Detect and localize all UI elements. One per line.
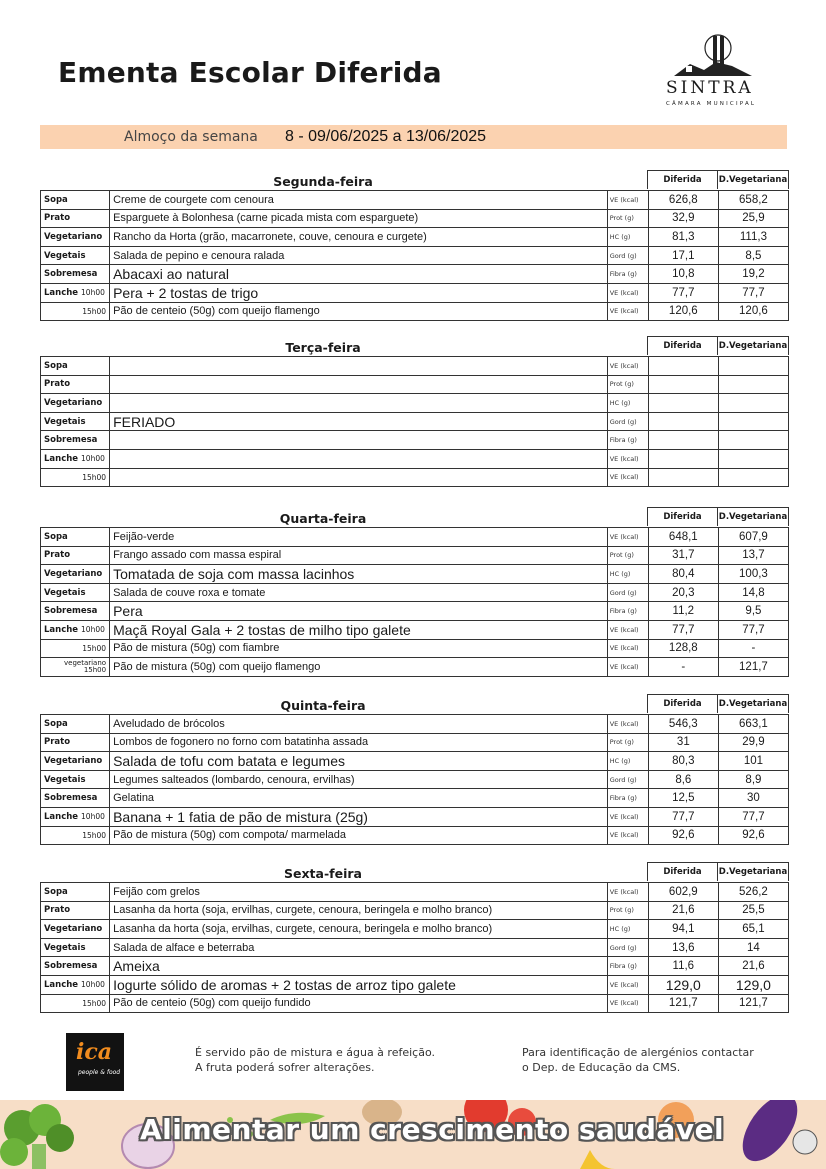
- value-vegetariana: 21,6: [718, 957, 788, 976]
- time-label: [41, 658, 110, 677]
- unit-cell: Gord (g): [607, 246, 648, 265]
- slogan: Alimentar um crescimento saudável: [140, 1113, 725, 1146]
- value-diferida: 626,8: [648, 191, 718, 210]
- value-vegetariana: 77,7: [718, 283, 788, 302]
- time-label: 15h00: [41, 468, 110, 487]
- unit-cell: VE (kcal): [607, 826, 648, 845]
- note-allergens: [522, 1046, 754, 1075]
- value-diferida: [648, 431, 718, 450]
- value-vegetariana: 30: [718, 789, 788, 808]
- col-header-diferida: Diferida: [647, 862, 718, 881]
- time-label: 10h00: [81, 624, 105, 634]
- category-label: Vegetariano: [41, 920, 110, 939]
- col-header-diferida: Diferida: [647, 336, 718, 355]
- value-diferida: 648,1: [648, 528, 718, 547]
- dish-cell: Esparguete à Bolonhesa (carne picada mista com esparguete): [110, 209, 608, 228]
- category-label: [41, 449, 110, 468]
- time-label: 10h00: [81, 811, 105, 821]
- dish-cell: Lombos de fogonero no forno com batatinha assada: [110, 733, 608, 752]
- dish-cell: Feijão com grelos: [110, 883, 608, 902]
- table-row: [41, 265, 789, 284]
- dish-cell: Pera + 2 tostas de trigo: [110, 283, 608, 302]
- dish-cell: Salada de pepino e cenoura ralada: [110, 246, 608, 265]
- value-diferida: [648, 375, 718, 394]
- dish-cell: Feijão-verde: [110, 528, 608, 547]
- dish-cell: Aveludado de brócolos: [110, 715, 608, 734]
- col-header-diferida: Diferida: [647, 170, 718, 189]
- value-diferida: 31,7: [648, 546, 718, 565]
- palace-icon: [660, 30, 760, 76]
- table-row: [41, 883, 789, 902]
- value-diferida: 94,1: [648, 920, 718, 939]
- unit-cell: Gord (g): [607, 938, 648, 957]
- category-label: Sobremesa: [41, 789, 110, 808]
- value-vegetariana: [718, 449, 788, 468]
- dish-cell: [110, 468, 608, 487]
- dish-cell: [110, 375, 608, 394]
- value-vegetariana: 658,2: [718, 191, 788, 210]
- value-diferida: [648, 468, 718, 487]
- category-label: Prato: [41, 375, 110, 394]
- category-text: Lanche: [44, 287, 79, 298]
- col-header-vegetariana: D.Vegetariana: [717, 170, 789, 189]
- unit-cell: VE (kcal): [607, 357, 648, 376]
- unit-cell: Prot (g): [607, 209, 648, 228]
- category-label: Vegetais: [41, 938, 110, 957]
- value-vegetariana: 607,9: [718, 528, 788, 547]
- value-vegetariana: [718, 357, 788, 376]
- value-diferida: [648, 412, 718, 431]
- value-vegetariana: 19,2: [718, 265, 788, 284]
- unit-cell: VE (kcal): [607, 449, 648, 468]
- pepper-icon: [580, 1150, 615, 1169]
- table-row: [41, 752, 789, 771]
- table-row: [41, 807, 789, 826]
- category-label: [41, 807, 110, 826]
- unit-cell: VE (kcal): [607, 994, 648, 1013]
- unit-cell: Prot (g): [607, 733, 648, 752]
- sintra-logo: [660, 30, 770, 110]
- category-label: Vegetariano: [41, 565, 110, 584]
- col-header-diferida: Diferida: [647, 694, 718, 713]
- unit-cell: VE (kcal): [607, 883, 648, 902]
- table-row: [41, 938, 789, 957]
- time-label: 15h00: [41, 826, 110, 845]
- value-vegetariana: 8,5: [718, 246, 788, 265]
- ica-brand: ica: [76, 1039, 113, 1065]
- value-diferida: 17,1: [648, 246, 718, 265]
- category-label: [41, 975, 110, 994]
- dish-cell: Banana + 1 fatia de pão de mistura (25g): [110, 807, 608, 826]
- table-row: [41, 431, 789, 450]
- category-text: Lanche: [44, 453, 79, 464]
- note-line: Para identificação de alergénios contactar: [522, 1046, 754, 1059]
- unit-cell: Fibra (g): [607, 789, 648, 808]
- table-row: [41, 412, 789, 431]
- value-diferida: 10,8: [648, 265, 718, 284]
- day-block-wednesday: [40, 507, 789, 677]
- category-label: Prato: [41, 901, 110, 920]
- table-row: [41, 394, 789, 413]
- dish-cell: Lasanha da horta (soja, ervilhas, curgete, cenoura, beringela e molho branco): [110, 901, 608, 920]
- table-row: [41, 826, 789, 845]
- value-diferida: [648, 394, 718, 413]
- value-vegetariana: 120,6: [718, 302, 788, 321]
- value-vegetariana: 25,5: [718, 901, 788, 920]
- value-vegetariana: 77,7: [718, 620, 788, 639]
- category-label: Vegetais: [41, 583, 110, 602]
- value-diferida: 77,7: [648, 620, 718, 639]
- time-label: 10h00: [81, 287, 105, 297]
- table-row: [41, 546, 789, 565]
- category-text: Lanche: [44, 624, 79, 635]
- value-diferida: 80,4: [648, 565, 718, 584]
- category-label: Vegetariano: [41, 752, 110, 771]
- category-label: [41, 620, 110, 639]
- table-row: [41, 639, 789, 658]
- category-label: Sopa: [41, 528, 110, 547]
- week-label: Almoço da semana: [124, 129, 258, 145]
- value-vegetariana: 14,8: [718, 583, 788, 602]
- value-vegetariana: [718, 375, 788, 394]
- note-line: o Dep. de Educação da CMS.: [522, 1060, 681, 1074]
- dish-cell: Pão de mistura (50g) com fiambre: [110, 639, 608, 658]
- day-name: Sexta-feira: [284, 866, 362, 881]
- unit-cell: VE (kcal): [607, 975, 648, 994]
- category-text: Lanche: [44, 979, 79, 990]
- dish-cell: Tomatada de soja com massa lacinhos: [110, 565, 608, 584]
- value-diferida: 11,2: [648, 602, 718, 621]
- value-vegetariana: 29,9: [718, 733, 788, 752]
- value-vegetariana: 663,1: [718, 715, 788, 734]
- value-diferida: 77,7: [648, 283, 718, 302]
- unit-cell: HC (g): [607, 565, 648, 584]
- dish-cell: Pão de mistura (50g) com queijo flamengo: [110, 658, 608, 677]
- logo-name: SINTRA: [666, 78, 754, 98]
- category-label: Prato: [41, 733, 110, 752]
- table-row: [41, 901, 789, 920]
- time-label: 10h00: [81, 453, 105, 463]
- unit-cell: Gord (g): [607, 583, 648, 602]
- vegetarian-note: vegetariano: [64, 658, 107, 667]
- value-diferida: 92,6: [648, 826, 718, 845]
- page-title: Ementa Escolar Diferida: [58, 56, 442, 89]
- dish-cell: [110, 431, 608, 450]
- time-label: 15h00: [41, 302, 110, 321]
- unit-cell: VE (kcal): [607, 715, 648, 734]
- unit-cell: VE (kcal): [607, 468, 648, 487]
- unit-cell: HC (g): [607, 752, 648, 771]
- table-row: [41, 302, 789, 321]
- logo-subtitle: CÂMARA MUNICIPAL: [666, 101, 757, 107]
- category-text: Lanche: [44, 811, 79, 822]
- value-vegetariana: 101: [718, 752, 788, 771]
- table-row: [41, 228, 789, 247]
- dish-cell: Salada de couve roxa e tomate: [110, 583, 608, 602]
- time-label: 15h00: [41, 994, 110, 1013]
- table-row: [41, 357, 789, 376]
- dish-cell: Ameixa: [110, 957, 608, 976]
- table-row: [41, 733, 789, 752]
- day-name: Segunda-feira: [273, 174, 373, 189]
- day-block-tuesday: [40, 336, 789, 487]
- note-line: A fruta poderá sofrer alterações.: [195, 1060, 375, 1074]
- dish-cell: Rancho da Horta (grão, macarronete, couve, cenoura e curgete): [110, 228, 608, 247]
- dish-cell: Pera: [110, 602, 608, 621]
- value-vegetariana: -: [718, 639, 788, 658]
- ica-brand-sub: people & food: [78, 1069, 121, 1076]
- menu-table: [40, 714, 789, 845]
- value-vegetariana: 129,0: [718, 975, 788, 994]
- value-diferida: 128,8: [648, 639, 718, 658]
- value-vegetariana: 9,5: [718, 602, 788, 621]
- unit-cell: Prot (g): [607, 375, 648, 394]
- unit-cell: VE (kcal): [607, 302, 648, 321]
- unit-cell: Gord (g): [607, 412, 648, 431]
- dish-cell: Legumes salteados (lombardo, cenoura, ervilhas): [110, 770, 608, 789]
- category-label: Sobremesa: [41, 602, 110, 621]
- table-row: [41, 715, 789, 734]
- table-row: [41, 449, 789, 468]
- table-row: [41, 583, 789, 602]
- value-vegetariana: 8,9: [718, 770, 788, 789]
- value-vegetariana: 111,3: [718, 228, 788, 247]
- ica-logo: [66, 1033, 124, 1091]
- value-vegetariana: 121,7: [718, 658, 788, 677]
- week-dates: 8 - 09/06/2025 a 13/06/2025: [285, 128, 487, 145]
- week-band: [40, 125, 787, 149]
- category-label: Prato: [41, 546, 110, 565]
- category-label: Sopa: [41, 357, 110, 376]
- table-row: [41, 209, 789, 228]
- dish-cell: Salada de tofu com batata e legumes: [110, 752, 608, 771]
- unit-cell: Gord (g): [607, 770, 648, 789]
- dish-cell: Frango assado com massa espiral: [110, 546, 608, 565]
- value-diferida: 32,9: [648, 209, 718, 228]
- menu-table: [40, 190, 789, 321]
- time-text: 15h00: [83, 665, 107, 674]
- col-header-vegetariana: D.Vegetariana: [717, 507, 789, 526]
- day-name: Quarta-feira: [279, 511, 367, 526]
- category-label: Prato: [41, 209, 110, 228]
- menu-table: [40, 527, 789, 677]
- value-vegetariana: 92,6: [718, 826, 788, 845]
- unit-cell: VE (kcal): [607, 639, 648, 658]
- col-header-vegetariana: D.Vegetariana: [717, 694, 789, 713]
- unit-cell: VE (kcal): [607, 528, 648, 547]
- unit-cell: HC (g): [607, 920, 648, 939]
- dish-cell: Abacaxi ao natural: [110, 265, 608, 284]
- category-label: Sobremesa: [41, 431, 110, 450]
- table-row: [41, 994, 789, 1013]
- unit-cell: VE (kcal): [607, 283, 648, 302]
- table-row: [41, 602, 789, 621]
- dish-cell: Creme de courgete com cenoura: [110, 191, 608, 210]
- value-diferida: 13,6: [648, 938, 718, 957]
- category-label: [41, 283, 110, 302]
- unit-cell: Fibra (g): [607, 265, 648, 284]
- table-row: [41, 191, 789, 210]
- day-block-thursday: [40, 694, 789, 845]
- category-label: Vegetais: [41, 412, 110, 431]
- table-row: [41, 375, 789, 394]
- value-diferida: 31: [648, 733, 718, 752]
- category-label: Sobremesa: [41, 265, 110, 284]
- category-label: Vegetais: [41, 770, 110, 789]
- value-vegetariana: 14: [718, 938, 788, 957]
- value-diferida: 120,6: [648, 302, 718, 321]
- value-vegetariana: 25,9: [718, 209, 788, 228]
- value-vegetariana: [718, 412, 788, 431]
- dish-cell: Salada de alface e beterraba: [110, 938, 608, 957]
- value-diferida: 21,6: [648, 901, 718, 920]
- value-diferida: 20,3: [648, 583, 718, 602]
- dish-cell: Pão de centeio (50g) com queijo fundido: [110, 994, 608, 1013]
- unit-cell: Fibra (g): [607, 602, 648, 621]
- holiday-label: FERIADO: [110, 412, 608, 431]
- value-diferida: 77,7: [648, 807, 718, 826]
- table-row: [41, 789, 789, 808]
- col-header-vegetariana: D.Vegetariana: [717, 862, 789, 881]
- table-row: [41, 283, 789, 302]
- note-bread-water: [195, 1046, 435, 1075]
- table-row: [41, 770, 789, 789]
- table-row: [41, 920, 789, 939]
- value-diferida: [648, 357, 718, 376]
- dish-cell: Maçã Royal Gala + 2 tostas de milho tipo galete: [110, 620, 608, 639]
- value-vegetariana: [718, 431, 788, 450]
- value-vegetariana: 121,7: [718, 994, 788, 1013]
- value-diferida: 602,9: [648, 883, 718, 902]
- time-label: 10h00: [81, 979, 105, 989]
- table-row: [41, 565, 789, 584]
- table-row: [41, 975, 789, 994]
- unit-cell: VE (kcal): [607, 191, 648, 210]
- unit-cell: HC (g): [607, 394, 648, 413]
- value-diferida: 12,5: [648, 789, 718, 808]
- table-row: [41, 957, 789, 976]
- dish-cell: [110, 449, 608, 468]
- category-label: Sobremesa: [41, 957, 110, 976]
- dish-cell: Iogurte sólido de aromas + 2 tostas de arroz tipo galete: [110, 975, 608, 994]
- unit-cell: Prot (g): [607, 901, 648, 920]
- table-row: [41, 528, 789, 547]
- unit-cell: Prot (g): [607, 546, 648, 565]
- time-label: 15h00: [41, 639, 110, 658]
- value-diferida: 81,3: [648, 228, 718, 247]
- category-label: Sopa: [41, 715, 110, 734]
- value-vegetariana: [718, 394, 788, 413]
- value-vegetariana: 13,7: [718, 546, 788, 565]
- category-label: Vegetariano: [41, 228, 110, 247]
- value-diferida: 8,6: [648, 770, 718, 789]
- dish-cell: [110, 394, 608, 413]
- menu-table: [40, 882, 789, 1013]
- unit-cell: VE (kcal): [607, 807, 648, 826]
- value-diferida: [648, 449, 718, 468]
- value-diferida: 121,7: [648, 994, 718, 1013]
- value-diferida: 11,6: [648, 957, 718, 976]
- col-header-diferida: Diferida: [647, 507, 718, 526]
- day-name: Terça-feira: [285, 340, 361, 355]
- table-row: [41, 620, 789, 639]
- value-vegetariana: 526,2: [718, 883, 788, 902]
- value-vegetariana: 77,7: [718, 807, 788, 826]
- dish-cell: Gelatina: [110, 789, 608, 808]
- category-label: Sopa: [41, 191, 110, 210]
- dish-cell: Lasanha da horta (soja, ervilhas, curgete, cenoura, beringela e molho branco): [110, 920, 608, 939]
- category-label: Vegetariano: [41, 394, 110, 413]
- menu-table: [40, 356, 789, 487]
- dish-cell: [110, 357, 608, 376]
- unit-cell: Fibra (g): [607, 431, 648, 450]
- value-vegetariana: [718, 468, 788, 487]
- unit-cell: VE (kcal): [607, 620, 648, 639]
- unit-cell: Fibra (g): [607, 957, 648, 976]
- table-row: [41, 246, 789, 265]
- col-header-vegetariana: D.Vegetariana: [717, 336, 789, 355]
- dish-cell: Pão de mistura (50g) com compota/ marmelada: [110, 826, 608, 845]
- category-label: Vegetais: [41, 246, 110, 265]
- value-vegetariana: 100,3: [718, 565, 788, 584]
- unit-cell: VE (kcal): [607, 658, 648, 677]
- day-block-friday: [40, 862, 789, 1013]
- eggplant-icon: [732, 1100, 817, 1169]
- unit-cell: HC (g): [607, 228, 648, 247]
- broccoli-icon: [0, 1104, 74, 1169]
- day-block-monday: [40, 170, 789, 321]
- day-name: Quinta-feira: [280, 698, 366, 713]
- category-label: Sopa: [41, 883, 110, 902]
- note-line: É servido pão de mistura e água à refeição.: [195, 1046, 435, 1059]
- value-diferida: 546,3: [648, 715, 718, 734]
- table-row: [41, 468, 789, 487]
- value-vegetariana: 65,1: [718, 920, 788, 939]
- value-diferida: -: [648, 658, 718, 677]
- table-row: [41, 658, 789, 677]
- value-diferida: 80,3: [648, 752, 718, 771]
- value-diferida: 129,0: [648, 975, 718, 994]
- dish-cell: Pão de centeio (50g) com queijo flamengo: [110, 302, 608, 321]
